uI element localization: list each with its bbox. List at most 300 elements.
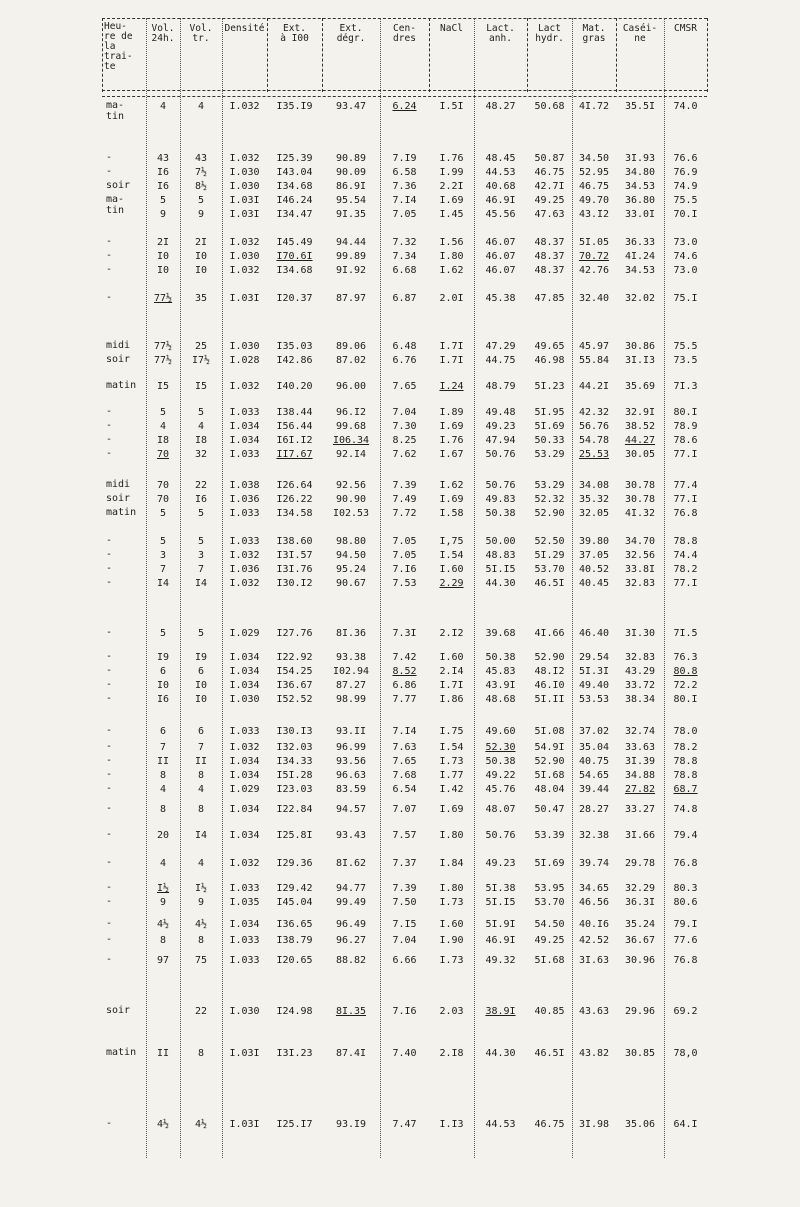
cell-ext-degr: 87.27 bbox=[335, 680, 367, 691]
cell-nacl: I.69 bbox=[439, 421, 464, 432]
cell-nacl: 2.0I bbox=[439, 293, 464, 304]
cell-ext-100: II7.67 bbox=[276, 449, 313, 460]
cell-caseine: 35.24 bbox=[624, 919, 656, 930]
cell-vol-tr: 8 bbox=[197, 1048, 205, 1059]
cell-vol-tr: 4½ bbox=[194, 919, 208, 930]
column-rule bbox=[664, 18, 665, 1158]
cell-time: - bbox=[106, 577, 113, 588]
cell-vol-tr: 4 bbox=[197, 784, 205, 795]
cell-vol-tr: 5 bbox=[197, 195, 205, 206]
cell-vol-24h: 4 bbox=[159, 858, 167, 869]
cell-vol-tr: 8 bbox=[197, 804, 205, 815]
cell-lact-hydr: 5I.69 bbox=[534, 858, 565, 869]
cell-caseine: 34.53 bbox=[624, 181, 656, 192]
cell-nacl: I.76 bbox=[439, 153, 464, 164]
table-row bbox=[102, 236, 707, 250]
cell-cendres: 7.36 bbox=[392, 181, 417, 192]
cell-vol-24h: 5 bbox=[159, 536, 167, 547]
cell-lact-hydr: 5I.95 bbox=[534, 407, 565, 418]
cell-densite: I.030 bbox=[229, 341, 260, 352]
column-header-vol-24h: Vol. 24h. bbox=[151, 23, 175, 44]
cell-cmsr: 78.0 bbox=[673, 726, 698, 737]
cell-vol-24h: 6 bbox=[159, 666, 167, 677]
cell-cendres: 7.I4 bbox=[392, 726, 417, 737]
cell-lact-anh: 44.53 bbox=[485, 1119, 516, 1130]
cell-cmsr: 73.5 bbox=[673, 355, 698, 366]
cell-vol-tr: II bbox=[194, 756, 208, 767]
cell-time: - bbox=[106, 769, 113, 780]
cell-lact-hydr: 5I.29 bbox=[534, 550, 565, 561]
cell-time: - bbox=[106, 152, 113, 163]
cell-cmsr: 75.I bbox=[673, 293, 698, 304]
cell-mat-gras: 49.40 bbox=[578, 680, 610, 691]
cell-ext-degr: 95.24 bbox=[335, 564, 367, 575]
cell-ext-100: I25.8I bbox=[276, 830, 313, 841]
cell-lact-hydr: 49.65 bbox=[534, 341, 565, 352]
cell-nacl: I.90 bbox=[439, 935, 464, 946]
table-row bbox=[102, 420, 707, 434]
cell-cmsr: 77.I bbox=[673, 449, 698, 460]
cell-lact-hydr: 48.04 bbox=[534, 784, 565, 795]
cell-caseine: 32.29 bbox=[624, 883, 656, 894]
cell-lact-hydr: 54.50 bbox=[534, 919, 565, 930]
cell-lact-hydr: 5I.II bbox=[534, 694, 565, 705]
cell-ext-100: I29.42 bbox=[276, 883, 313, 894]
cell-vol-24h: 70 bbox=[156, 449, 170, 460]
cell-lact-hydr: 42.7I bbox=[534, 181, 565, 192]
cell-nacl: I.62 bbox=[439, 265, 464, 276]
cell-nacl: I.54 bbox=[439, 550, 464, 561]
cell-ext-degr: 99.89 bbox=[335, 251, 367, 262]
cell-ext-100: I36.67 bbox=[276, 680, 313, 691]
cell-time: matin bbox=[106, 507, 137, 518]
cell-vol-24h: 7 bbox=[159, 564, 167, 575]
cell-mat-gras: 35.04 bbox=[578, 742, 610, 753]
cell-cmsr: 78,0 bbox=[673, 1048, 698, 1059]
table-row bbox=[102, 954, 707, 968]
cell-lact-hydr: 46.75 bbox=[534, 1119, 565, 1130]
cell-ext-100: I56.44 bbox=[276, 421, 313, 432]
cell-nacl: I.7I bbox=[439, 355, 464, 366]
cell-lact-anh: 5I.38 bbox=[485, 883, 516, 894]
cell-ext-100: I3I.57 bbox=[276, 550, 313, 561]
cell-ext-degr: 8I.62 bbox=[335, 858, 367, 869]
cell-ext-100: I22.84 bbox=[276, 804, 313, 815]
cell-mat-gras: 55.84 bbox=[578, 355, 610, 366]
cell-time: ma- tin bbox=[106, 100, 125, 122]
cell-ext-100: I38.79 bbox=[276, 935, 313, 946]
cell-vol-24h: 5 bbox=[159, 628, 167, 639]
cell-ext-100: I43.04 bbox=[276, 167, 313, 178]
cell-vol-24h: I0 bbox=[156, 680, 170, 691]
cell-densite: I.032 bbox=[229, 153, 260, 164]
column-rule bbox=[527, 18, 528, 92]
cell-vol-24h: 6 bbox=[159, 726, 167, 737]
cell-ext-degr: 95.54 bbox=[335, 195, 367, 206]
cell-caseine: 3I.93 bbox=[624, 153, 656, 164]
header-double-rule bbox=[102, 96, 707, 97]
cell-mat-gras: 32.38 bbox=[578, 830, 610, 841]
cell-caseine: 32.83 bbox=[624, 578, 656, 589]
cell-ext-degr: 90.90 bbox=[335, 494, 367, 505]
cell-cmsr: 69.2 bbox=[673, 1006, 698, 1017]
cell-cendres: 7.I6 bbox=[392, 564, 417, 575]
cell-vol-24h: I8 bbox=[156, 435, 170, 446]
cell-lact-hydr: 46.5I bbox=[534, 578, 565, 589]
cell-lact-anh: 50.76 bbox=[485, 480, 516, 491]
cell-densite: I.034 bbox=[229, 830, 260, 841]
column-rule bbox=[572, 18, 573, 1158]
cell-nacl: I.45 bbox=[439, 209, 464, 220]
cell-vol-24h: 9 bbox=[159, 209, 167, 220]
cell-vol-tr: I4 bbox=[194, 830, 208, 841]
cell-caseine: 36.67 bbox=[624, 935, 656, 946]
table-row bbox=[102, 264, 707, 278]
cell-mat-gras: 34.08 bbox=[578, 480, 610, 491]
table-row bbox=[102, 577, 707, 591]
table-row bbox=[102, 535, 707, 549]
cell-ext-100: I40.20 bbox=[276, 381, 313, 392]
cell-cendres: 7.07 bbox=[392, 804, 417, 815]
cell-mat-gras: 42.52 bbox=[578, 935, 610, 946]
cell-nacl: I.73 bbox=[439, 897, 464, 908]
cell-cendres: 7.I6 bbox=[392, 1006, 417, 1017]
column-rule bbox=[616, 18, 617, 92]
cell-time: ma- tin bbox=[106, 194, 125, 216]
cell-cmsr: 80.3 bbox=[673, 883, 698, 894]
column-header-ext-100: Ext. à I00 bbox=[280, 23, 309, 44]
cell-nacl: I.99 bbox=[439, 167, 464, 178]
table-row bbox=[102, 755, 707, 769]
table-row bbox=[102, 507, 707, 521]
cell-mat-gras: 3I.98 bbox=[578, 1119, 610, 1130]
cell-time: - bbox=[106, 236, 113, 247]
cell-vol-24h: I9 bbox=[156, 652, 170, 663]
cell-lact-hydr: 52.50 bbox=[534, 536, 565, 547]
column-header-time: Heu- re de la trai- te bbox=[104, 21, 133, 72]
cell-densite: I.034 bbox=[229, 804, 260, 815]
cell-lact-anh: 48.27 bbox=[485, 101, 516, 112]
cell-cendres: 7.04 bbox=[392, 935, 417, 946]
table-row bbox=[102, 725, 707, 739]
column-header-cmsr: CMSR bbox=[674, 23, 697, 34]
cell-time: - bbox=[106, 882, 113, 893]
cell-lact-hydr: 52.90 bbox=[534, 756, 565, 767]
cell-nacl: I.56 bbox=[439, 237, 464, 248]
cell-caseine: 44.27 bbox=[624, 435, 656, 446]
cell-densite: I.034 bbox=[229, 756, 260, 767]
cell-nacl: I.54 bbox=[439, 742, 464, 753]
cell-cmsr: 64.I bbox=[673, 1119, 698, 1130]
cell-cendres: 7.39 bbox=[392, 883, 417, 894]
cell-cendres: 7.53 bbox=[392, 578, 417, 589]
cell-densite: I.032 bbox=[229, 101, 260, 112]
cell-ext-100: I34.33 bbox=[276, 756, 313, 767]
cell-lact-anh: 49.23 bbox=[485, 858, 516, 869]
cell-ext-100: I22.92 bbox=[276, 652, 313, 663]
cell-vol-24h: I5 bbox=[156, 381, 170, 392]
cell-cmsr: 74.9 bbox=[673, 181, 698, 192]
cell-cmsr: 75.5 bbox=[673, 341, 698, 352]
cell-ext-degr: 98.99 bbox=[335, 694, 367, 705]
cell-ext-100: I27.76 bbox=[276, 628, 313, 639]
cell-vol-24h: I0 bbox=[156, 251, 170, 262]
cell-cendres: 7.3I bbox=[392, 628, 417, 639]
column-header-caseine: Caséi- ne bbox=[622, 23, 658, 44]
cell-vol-24h: 4½ bbox=[156, 919, 170, 930]
cell-ext-100: I25.39 bbox=[276, 153, 313, 164]
cell-lact-anh: 46.07 bbox=[485, 265, 516, 276]
cell-vol-tr: 5 bbox=[197, 508, 205, 519]
cell-vol-tr: 4 bbox=[197, 101, 205, 112]
column-header-lact-hydr: Lact hydr. bbox=[535, 23, 564, 44]
cell-lact-anh: 44.30 bbox=[485, 578, 516, 589]
table-row bbox=[102, 665, 707, 679]
cell-caseine: 35.5I bbox=[624, 101, 656, 112]
cell-nacl: I.7I bbox=[439, 341, 464, 352]
cell-ext-100: I26.22 bbox=[276, 494, 313, 505]
cell-cendres: 7.65 bbox=[392, 756, 417, 767]
cell-ext-100: I34.47 bbox=[276, 209, 313, 220]
cell-caseine: 43.29 bbox=[624, 666, 656, 677]
cell-caseine: 29.96 bbox=[624, 1006, 656, 1017]
cell-caseine: 32.02 bbox=[624, 293, 656, 304]
cell-densite: I.034 bbox=[229, 680, 260, 691]
cell-mat-gras: 56.76 bbox=[578, 421, 610, 432]
cell-vol-tr: I0 bbox=[194, 251, 208, 262]
cell-cendres: 7.34 bbox=[392, 251, 417, 262]
cell-mat-gras: 44.2I bbox=[578, 381, 610, 392]
cell-cmsr: 76.8 bbox=[673, 858, 698, 869]
table-row bbox=[102, 627, 707, 641]
cell-time: - bbox=[106, 954, 113, 965]
cell-cmsr: 77.I bbox=[673, 578, 698, 589]
cell-lact-hydr: 47.63 bbox=[534, 209, 565, 220]
column-header-densite: Densité bbox=[224, 23, 265, 34]
cell-mat-gras: 28.27 bbox=[578, 804, 610, 815]
cell-ext-100: I30.I2 bbox=[276, 578, 313, 589]
cell-nacl: I.60 bbox=[439, 919, 464, 930]
cell-lact-hydr: 5I.68 bbox=[534, 955, 565, 966]
cell-ext-degr: 96.63 bbox=[335, 770, 367, 781]
cell-nacl: I.62 bbox=[439, 480, 464, 491]
column-header-cendres: Cen- dres bbox=[393, 23, 416, 44]
cell-mat-gras: 32.40 bbox=[578, 293, 610, 304]
cell-lact-hydr: 40.85 bbox=[534, 1006, 565, 1017]
cell-nacl: I.60 bbox=[439, 564, 464, 575]
cell-vol-24h: II bbox=[156, 1048, 170, 1059]
cell-ext-100: I36.65 bbox=[276, 919, 313, 930]
cell-lact-hydr: 53.70 bbox=[534, 564, 565, 575]
cell-caseine: 38.52 bbox=[624, 421, 656, 432]
cell-vol-24h: 77½ bbox=[153, 341, 173, 352]
cell-caseine: 35.69 bbox=[624, 381, 656, 392]
cell-ext-100: I70.6I bbox=[276, 251, 313, 262]
cell-cmsr: 78.8 bbox=[673, 756, 698, 767]
cell-ext-100: I35.03 bbox=[276, 341, 313, 352]
cell-nacl: I.89 bbox=[439, 407, 464, 418]
cell-cmsr: 75.5 bbox=[673, 195, 698, 206]
cell-caseine: 32.83 bbox=[624, 652, 656, 663]
cell-vol-tr: 4½ bbox=[194, 1119, 208, 1130]
cell-densite: I.034 bbox=[229, 421, 260, 432]
cell-caseine: 3I.I3 bbox=[624, 355, 656, 366]
cell-densite: I.032 bbox=[229, 265, 260, 276]
cell-vol-24h: 77½ bbox=[153, 293, 173, 304]
cell-time: - bbox=[106, 406, 113, 417]
cell-lact-anh: 45.76 bbox=[485, 784, 516, 795]
cell-time: - bbox=[106, 535, 113, 546]
cell-cmsr: 80.I bbox=[673, 694, 698, 705]
cell-ext-degr: 92.I4 bbox=[335, 449, 367, 460]
table-row bbox=[102, 679, 707, 693]
cell-ext-degr: 96.27 bbox=[335, 935, 367, 946]
table-row bbox=[102, 857, 707, 871]
cell-densite: I.03I bbox=[229, 293, 260, 304]
cell-time: - bbox=[106, 448, 113, 459]
cell-lact-hydr: 50.47 bbox=[534, 804, 565, 815]
cell-mat-gras: 39.80 bbox=[578, 536, 610, 547]
cell-caseine: 30.86 bbox=[624, 341, 656, 352]
cell-densite: I.034 bbox=[229, 435, 260, 446]
table-row bbox=[102, 354, 707, 368]
cell-lact-anh: 49.32 bbox=[485, 955, 516, 966]
cell-lact-hydr: 53.29 bbox=[534, 480, 565, 491]
cell-cmsr: 73.0 bbox=[673, 265, 698, 276]
cell-lact-anh: 46.9I bbox=[485, 195, 516, 206]
column-rule bbox=[267, 18, 268, 92]
cell-nacl: I.69 bbox=[439, 195, 464, 206]
cell-time: midi bbox=[106, 479, 131, 490]
cell-ext-100: I45.49 bbox=[276, 237, 313, 248]
cell-nacl: I,75 bbox=[439, 536, 464, 547]
cell-vol-24h: 4 bbox=[159, 101, 167, 112]
cell-caseine: 3I.30 bbox=[624, 628, 656, 639]
cell-nacl: 2.2I bbox=[439, 181, 464, 192]
cell-ext-100: I25.I7 bbox=[276, 1119, 313, 1130]
cell-lact-hydr: 5I.69 bbox=[534, 421, 565, 432]
cell-time: - bbox=[106, 250, 113, 261]
cell-ext-degr: 96.99 bbox=[335, 742, 367, 753]
cell-densite: I.034 bbox=[229, 666, 260, 677]
cell-vol-tr: 2I bbox=[194, 237, 208, 248]
cell-cmsr: 76.8 bbox=[673, 955, 698, 966]
cell-vol-tr: I5 bbox=[194, 381, 208, 392]
cell-time: soir bbox=[106, 354, 131, 365]
cell-densite: I.029 bbox=[229, 628, 260, 639]
cell-ext-degr: 87.02 bbox=[335, 355, 367, 366]
cell-densite: I.036 bbox=[229, 494, 260, 505]
cell-densite: I.03I bbox=[229, 209, 260, 220]
table-row bbox=[102, 448, 707, 462]
cell-mat-gras: 25.53 bbox=[578, 449, 610, 460]
cell-cendres: 7.05 bbox=[392, 550, 417, 561]
cell-cmsr: 74.4 bbox=[673, 550, 698, 561]
cell-densite: I.034 bbox=[229, 770, 260, 781]
cell-mat-gras: 40.52 bbox=[578, 564, 610, 575]
cell-time: soir bbox=[106, 1005, 131, 1016]
cell-lact-hydr: 49.25 bbox=[534, 935, 565, 946]
cell-cendres: 7.49 bbox=[392, 494, 417, 505]
cell-densite: I.033 bbox=[229, 449, 260, 460]
cell-vol-24h: 4 bbox=[159, 421, 167, 432]
cell-time: - bbox=[106, 857, 113, 868]
cell-ext-degr: I02.94 bbox=[332, 666, 370, 677]
cell-ext-100: I38.44 bbox=[276, 407, 313, 418]
cell-mat-gras: 46.75 bbox=[578, 181, 610, 192]
cell-cmsr: 78.6 bbox=[673, 435, 698, 446]
cell-densite: I.033 bbox=[229, 935, 260, 946]
cell-time: - bbox=[106, 1118, 113, 1129]
cell-ext-degr: 94.57 bbox=[335, 804, 367, 815]
cell-cendres: 8.52 bbox=[392, 666, 417, 677]
cell-caseine: 30.85 bbox=[624, 1048, 656, 1059]
cell-cendres: 7.65 bbox=[392, 381, 417, 392]
cell-time: matin bbox=[106, 1047, 137, 1058]
cell-caseine: 33.8I bbox=[624, 564, 656, 575]
cell-ext-100: I45.04 bbox=[276, 897, 313, 908]
cell-caseine: 4I.32 bbox=[624, 508, 656, 519]
cell-ext-degr: 90.89 bbox=[335, 153, 367, 164]
cell-vol-24h: I4 bbox=[156, 578, 170, 589]
cell-mat-gras: 39.74 bbox=[578, 858, 610, 869]
cell-mat-gras: 37.05 bbox=[578, 550, 610, 561]
cell-densite: I.033 bbox=[229, 726, 260, 737]
cell-cmsr: 78.2 bbox=[673, 564, 698, 575]
cell-vol-tr: 5 bbox=[197, 536, 205, 547]
cell-cmsr: 74.8 bbox=[673, 804, 698, 815]
cell-lact-anh: 45.38 bbox=[485, 293, 516, 304]
cell-lact-anh: 40.68 bbox=[485, 181, 516, 192]
data-table bbox=[102, 18, 712, 1198]
cell-vol-24h: I½ bbox=[156, 883, 170, 894]
cell-cmsr: 70.I bbox=[673, 209, 698, 220]
cell-lact-anh: 48.45 bbox=[485, 153, 516, 164]
cell-densite: I.030 bbox=[229, 181, 260, 192]
cell-time: - bbox=[106, 725, 113, 736]
cell-lact-anh: 45.83 bbox=[485, 666, 516, 677]
cell-nacl: I.80 bbox=[439, 830, 464, 841]
cell-mat-gras: 43.82 bbox=[578, 1048, 610, 1059]
cell-cendres: 7.57 bbox=[392, 830, 417, 841]
cell-cmsr: 72.2 bbox=[673, 680, 698, 691]
cell-cendres: 7.32 bbox=[392, 237, 417, 248]
cell-caseine: 36.3I bbox=[624, 897, 656, 908]
cell-lact-anh: 44.30 bbox=[485, 1048, 516, 1059]
cell-lact-anh: 44.75 bbox=[485, 355, 516, 366]
cell-nacl: I.77 bbox=[439, 770, 464, 781]
cell-vol-24h: I6 bbox=[156, 181, 170, 192]
cell-time: - bbox=[106, 549, 113, 560]
cell-vol-tr: 6 bbox=[197, 666, 205, 677]
cell-lact-hydr: 46.98 bbox=[534, 355, 565, 366]
cell-cmsr: 80.6 bbox=[673, 897, 698, 908]
table-row bbox=[102, 493, 707, 507]
cell-ext-100: I29.36 bbox=[276, 858, 313, 869]
cell-mat-gras: 37.02 bbox=[578, 726, 610, 737]
cell-lact-anh: 47.94 bbox=[485, 435, 516, 446]
cell-caseine: 30.05 bbox=[624, 449, 656, 460]
cell-nacl: I.76 bbox=[439, 435, 464, 446]
table-row bbox=[102, 918, 707, 932]
table-row bbox=[102, 563, 707, 577]
cell-nacl: 2.29 bbox=[439, 578, 464, 589]
cell-time: - bbox=[106, 264, 113, 275]
cell-cendres: 6.66 bbox=[392, 955, 417, 966]
cell-ext-100: I3I.23 bbox=[276, 1048, 313, 1059]
cell-cmsr: 78.8 bbox=[673, 536, 698, 547]
cell-lact-anh: 5I.I5 bbox=[485, 897, 516, 908]
